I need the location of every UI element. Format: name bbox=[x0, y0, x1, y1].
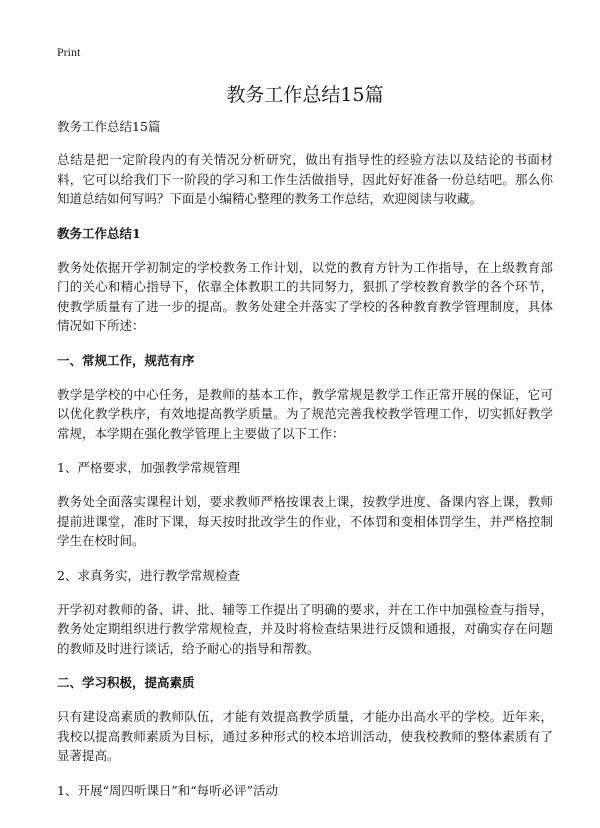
print-link[interactable]: Print bbox=[57, 45, 81, 59]
item-heading-3: 1、开展“周四听课日”和“每听必评”活动 bbox=[57, 782, 279, 798]
document-page bbox=[57, 44, 553, 815]
intro-paragraph: 总结是把一定阶段内的有关情况分析研究，做出有指导性的经验方法以及结论的书面材料，它可以给我们下一阶段的学习和工作生活做指导，因此好好准备一份总结吧。那么你知道总结如何写吗？下面是小编精心整理的教务工作总结，欢迎阅读与收藏。 bbox=[57, 152, 553, 206]
section-1-intro-paragraph: 教务处依据开学初制定的学校教务工作计划，以党的教育方针为工作指导，在上级教育部门的关心和精心指导下，依靠全体教职工的共同努力，狠抓了学校教育教学的各个环节，使教学质量有了进一步的提高。教务处建全并落实了学校的各种教育教学管理制度，具体情况如下所述： bbox=[57, 259, 553, 333]
item-heading-2: 2、求真务实，进行教学常规检查 bbox=[57, 567, 240, 583]
part-2-paragraph: 只有建设高素质的教师队伍，才能有效提高教学质量，才能办出高水平的学校。近年来，我校以提高教师素质为目标，通过多种形式的校本培训活动，使我校教师的整体素质有了显著提高。 bbox=[57, 709, 553, 763]
document-title: 教务工作总结15篇 bbox=[226, 84, 384, 106]
item-2-paragraph: 开学初对教师的备、讲、批、辅等工作提出了明确的要求，并在工作中加强检查与指导，教务处定期组织进行教学常规检查，并及时将检查结果进行反馈和通报，对确实存在问题的教师及时进行谈话，给予耐心的指导和帮教。 bbox=[57, 601, 553, 656]
part-heading-1: 一、常规工作，规范有序 bbox=[57, 352, 195, 368]
section-heading-1: 教务工作总结1 bbox=[57, 225, 141, 241]
item-1-paragraph: 教务处全面落实课程计划，要求教师严格按课表上课，按教学进度、备课内容上课，教师提前进课堂，准时下课，每天按时批改学生的作业，不体罚和变相体罚学生，并严格控制学生在校时间。 bbox=[57, 494, 553, 548]
item-heading-1: 1、严格要求，加强教学常规管理 bbox=[57, 460, 240, 475]
part-1-paragraph: 教学是学校的中心任务，是教师的基本工作，教学常规是教学工作正常开展的保证，它可以优化教学秩序，有效地提高教学质量。为了规范完善我校教学管理工作，切实抓好教学常规，本学期在强化教学管理上主要做了以下工作： bbox=[57, 386, 553, 441]
document-subtitle: 教务工作总结15篇 bbox=[57, 119, 161, 134]
part-heading-2: 二、学习积极，提高素质 bbox=[57, 675, 195, 690]
